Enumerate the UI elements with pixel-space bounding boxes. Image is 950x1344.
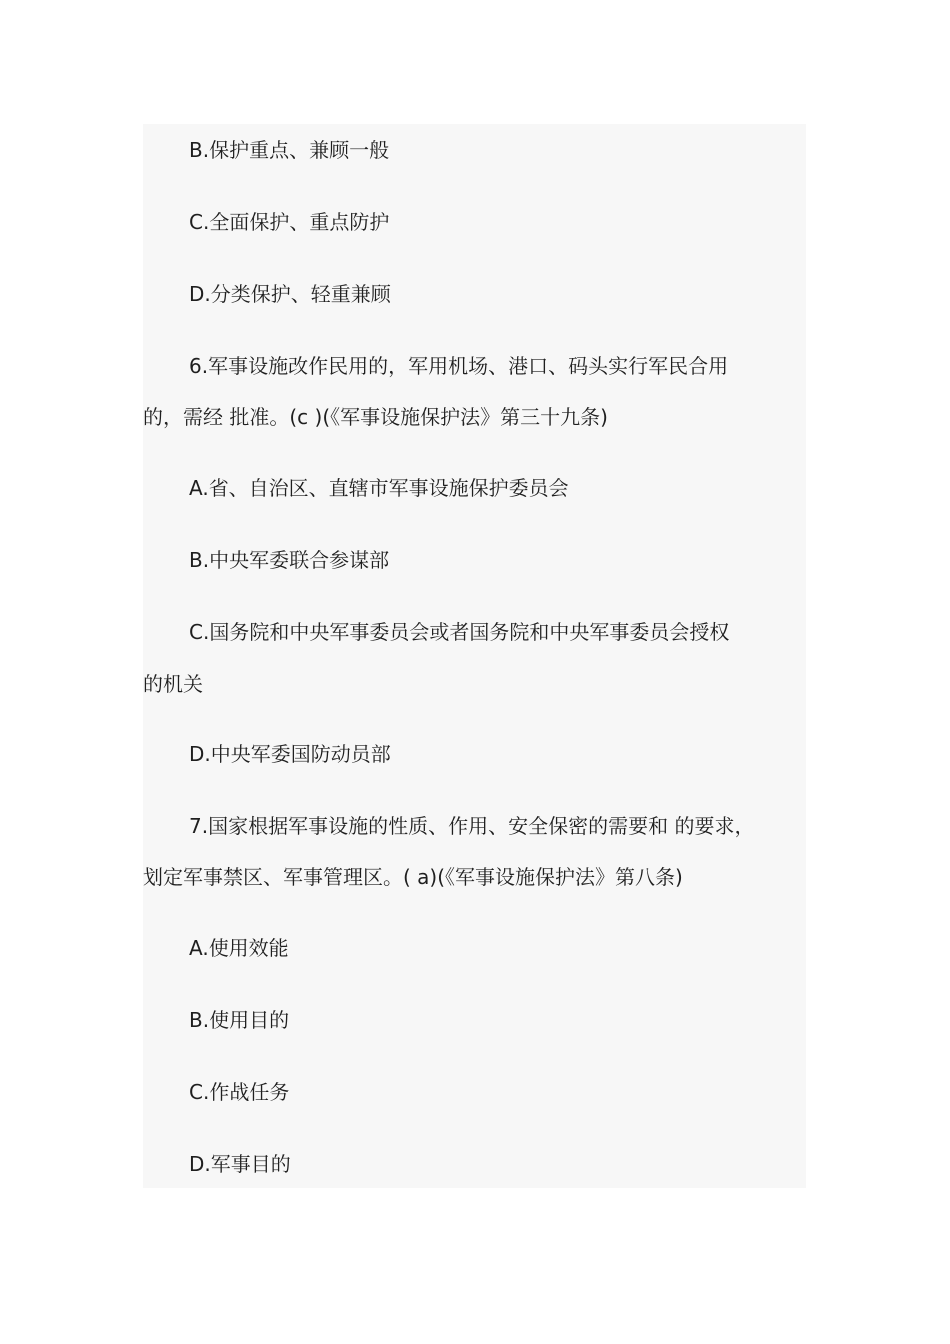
q5-option-d: D.分类保护、轻重兼顾: [189, 282, 391, 306]
q6-option-c-line2: 的机关: [143, 672, 203, 696]
q6-option-c-line1: C.国务院和中央军事委员会或者国务院和中央军事委员会授权: [189, 620, 730, 644]
q6-option-a: A.省、自治区、直辖市军事设施保护委员会: [189, 476, 569, 500]
q6-question-line2: 的，需经 批准。(c )(《军事设施保护法》第三十九条): [143, 405, 608, 429]
document-content: [143, 124, 806, 1188]
q7-option-a: A.使用效能: [189, 936, 289, 960]
q7-question-line1: 7.国家根据军事设施的性质、作用、安全保密的需要和 的要求，: [189, 814, 755, 838]
q6-option-d: D.中央军委国防动员部: [189, 742, 391, 766]
q7-option-d: D.军事目的: [189, 1152, 291, 1176]
q7-option-b: B.使用目的: [189, 1008, 290, 1032]
q6-option-b: B.中央军委联合参谋部: [189, 548, 390, 572]
q7-question-line2: 划定军事禁区、军事管理区。( a)(《军事设施保护法》第八条): [143, 865, 683, 889]
q5-option-b: B.保护重点、兼顾一般: [189, 138, 390, 162]
q7-option-c: C.作战任务: [189, 1080, 290, 1104]
q6-question-line1: 6.军事设施改作民用的，军用机场、港口、码头实行军民合用: [189, 354, 729, 378]
q5-option-c: C.全面保护、重点防护: [189, 210, 390, 234]
